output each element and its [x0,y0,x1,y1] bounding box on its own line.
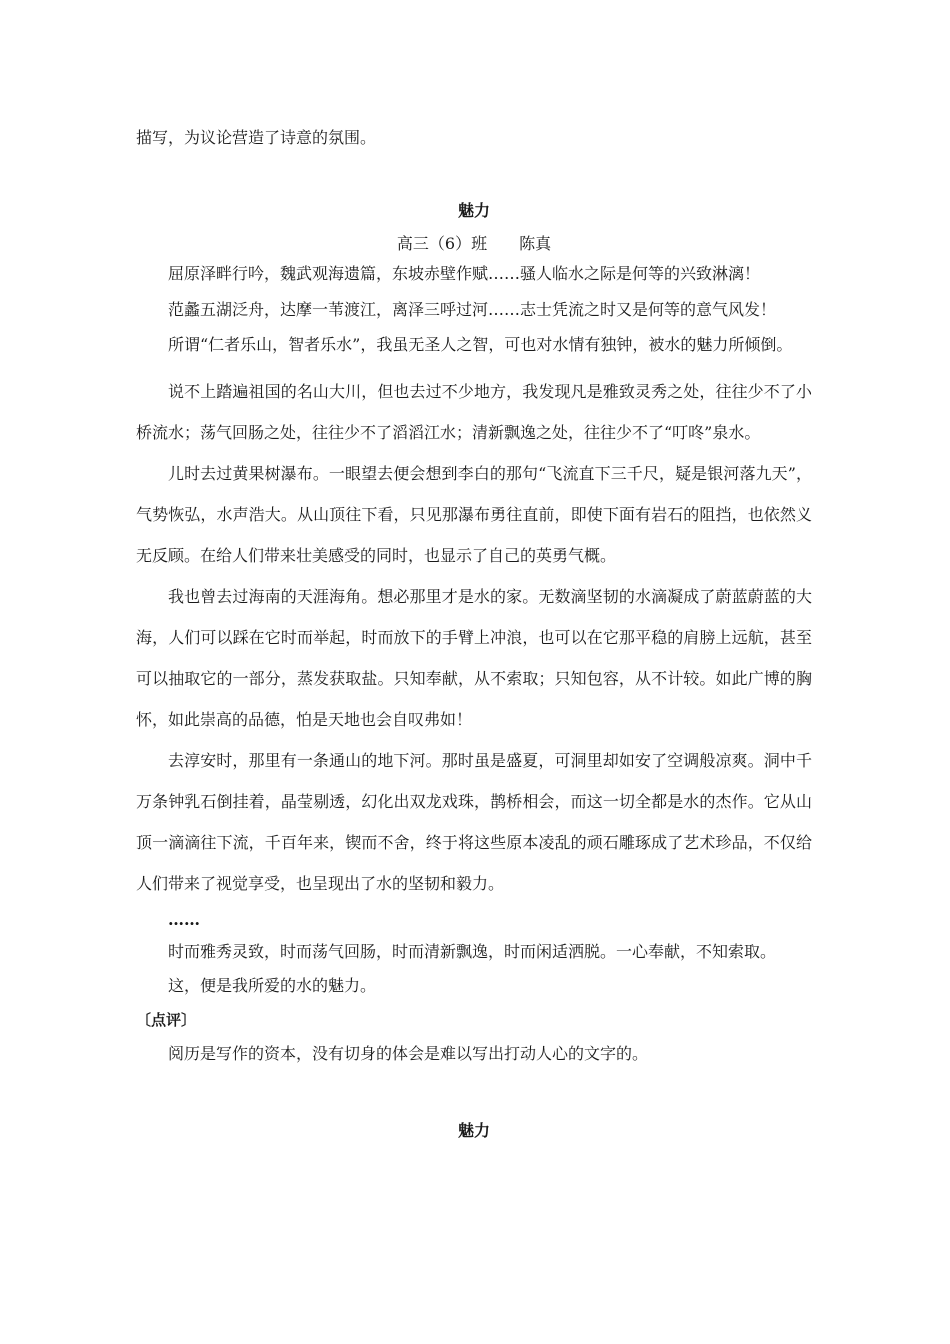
paragraph-7: 去淳安时，那里有一条通山的地下河。那时虽是盛夏，可洞里却如安了空调般凉爽。洞中千万条钟乳石倒挂着，晶莹剔透，幻化出双龙戏珠，鹊桥相会，而这一切全都是水的杰作。它从山顶一滴滴往下流，千百年来，锲而不舍，终于将这些原本凌乱的顽石雕琢成了艺术珍品，不仅给人们带来了视觉享受，也呈现出了水的坚韧和毅力。 [136,751,812,893]
paragraph-5: 儿时去过黄果树瀑布。一眼望去便会想到李白的那句“飞流直下三千尺，疑是银河落九天”，气势恢弘，水声浩大。从山顶往下看，只见那瀑布勇往直前，即使下面有岩石的阻挡，也依然义无反顾。在给人们带来壮美感受的同时，也显示了自己的英勇气概。 [136,464,812,565]
paragraph-1: 屈原泽畔行吟，魏武观海遗篇，东坡赤壁作赋……骚人临水之际是何等的兴致淋漓！ [168,264,761,283]
comment-label: 〔点评〕 [136,1011,197,1029]
ellipsis-text: …… [168,910,200,929]
intro-tail-text: 描写，为议论营造了诗意的氛围。 [136,128,377,147]
comment-text: 阅历是写作的资本，没有切身的体会是难以写出打动人心的文字的。 [168,1044,649,1063]
essay1-title: 魅力 [457,201,490,220]
paragraph-3: 所谓“仁者乐山，智者乐水”，我虽无圣人之智，可也对水情有独钟，被水的魅力所倾倒。 [168,335,793,354]
essay1-byline: 高三（6）班 陈真 [396,234,552,253]
essay2-title: 魅力 [457,1121,490,1140]
closing-line-2: 这，便是我所爱的水的魅力。 [168,976,377,995]
document-page [136,126,812,1141]
closing-line-1: 时而雅秀灵致，时而荡气回肠，时而清新飘逸，时而闲适洒脱。一心奉献，不知索取。 [168,942,777,961]
paragraph-2: 范蠡五湖泛舟，达摩一苇渡江，离泽三呼过河……志士凭流之时又是何等的意气风发！ [168,300,777,319]
paragraph-6: 我也曾去过海南的天涯海角。想必那里才是水的家。无数滴坚韧的水滴凝成了蔚蓝蔚蓝的大海，人们可以踩在它时而举起，时而放下的手臂上冲浪，也可以在它那平稳的肩膀上远航，甚至可以抽取它的一部分，蒸发获取盐。只知奉献，从不索取；只知包容，从不计较。如此广博的胸怀，如此崇高的品德，怕是天地也会自叹弗如！ [136,587,812,729]
paragraph-4: 说不上踏遍祖国的名山大川，但也去过不少地方，我发现凡是雅致灵秀之处，往往少不了小桥流水；荡气回肠之处，往往少不了滔滔江水；清新飘逸之处，往往少不了“叮咚”泉水。 [136,382,812,442]
